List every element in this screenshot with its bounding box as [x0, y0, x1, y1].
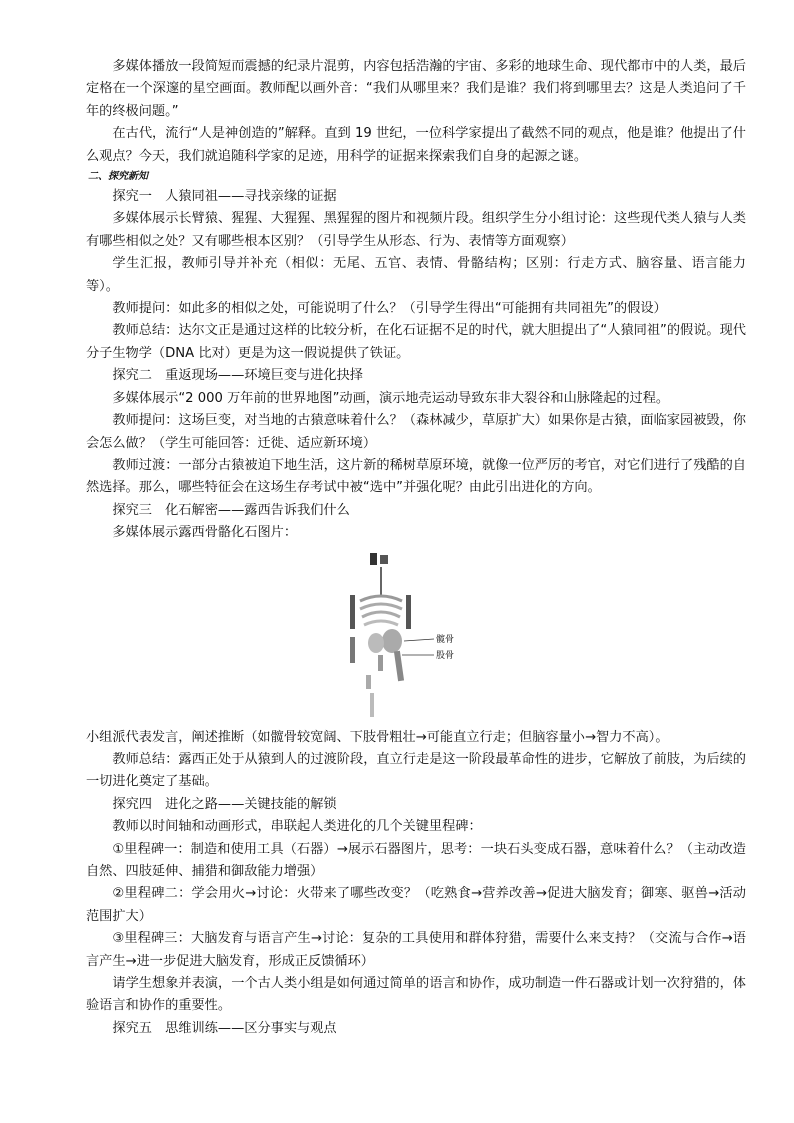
milestone-3: 请学生想象并表演，一个古人类小组是如何通过简单的语言和协作，成功制造一件石器或计划一次狩猎的，体验语言和协作的重要性。	[86, 976, 746, 1014]
leg-fragment	[370, 693, 374, 717]
hip-bone	[382, 629, 402, 653]
lucy-skeleton-figure	[86, 551, 746, 721]
paragraph: ①里程碑一：制造和使用工具（石器）→展示石器图片，思考：一块石头变成石器，意味着什么？（主动改造自然、四肢延伸、捕猎和御敌能力增强）	[86, 841, 746, 879]
paragraph: 多媒体展示“2 000 万年前的世界地图”动画，演示地壳运动导致东非大裂谷和山脉隆起的过程。	[112, 390, 670, 406]
arm-bone	[406, 595, 411, 629]
milestone-2: ③里程碑三：大脑发育与语言产生→讨论：复杂的工具使用和群体狩猎，需要什么来支持？（交流与合作→语言产生→进一步促进大脑发育，形成正反馈循环）	[86, 931, 746, 969]
forearm-bone	[350, 637, 355, 663]
paragraph-intro-question: 在古代，流行“人是神创造的”解释。直到 19 世纪，一位科学家提出了截然不同的观点，他是谁？他提出了什么观点？今天，我们就追随科学家的足迹，用科学的证据来探索我们自身的起源之谜。	[86, 126, 746, 164]
label-femur: 股骨	[436, 650, 455, 661]
paragraph: 小组派代表发言，阐述推断（如髋骨较宽阔、下肢骨粗壮→可能直立行走；但脑容量小→智力不高）。	[86, 729, 669, 745]
label-line-hip	[404, 639, 434, 641]
paragraph: 多媒体展示露西骨骼化石图片：	[112, 525, 298, 541]
paragraph: 多媒体展示长臂猿、猩猩、大猩猩、黑猩猩的图片和视频片段。组织学生分小组讨论：这些现代类人猿与人类有哪些相似之处？又有哪些根本区别？（引导学生从形态、行为、表情等方面观察）	[86, 211, 746, 249]
leg-fragment	[366, 675, 371, 689]
arm-bone	[350, 595, 355, 629]
paragraph: 教师总结：露西正处于从猿到人的过渡阶段，直立行走是这一阶段最革命性的进步，它解放了前肢，为后续的一切进化奠定了基础。	[86, 751, 746, 790]
label-hip: 髋骨	[436, 634, 455, 645]
lucy-skeleton-image	[348, 551, 498, 719]
inquiry-2-title: 探究二 重返现场——环境巨变与进化抉择	[112, 368, 363, 384]
rib	[360, 596, 402, 601]
section-heading: 二、探究新知	[88, 171, 148, 183]
inquiry-1-title: 探究一 人猿同祖——寻找亲缘的证据	[112, 189, 337, 205]
paragraph: 教师提问：这场巨变，对当地的古猿意味着什么？（森林减少，草原扩大）如果你是古猿，面临家园被毁，你会怎么做？（学生可能回答：迁徙、适应新环境）	[86, 413, 746, 451]
document-page	[86, 56, 746, 1040]
rib	[360, 604, 402, 609]
skull-fragment	[380, 555, 388, 564]
paragraph: 教师过渡：一部分古猿被迫下地生活，这片新的稀树草原环境，就像一位严厉的考官，对它们进行了残酷的自然选择。那么，哪些特征会在这场生存考试中被“选中”并强化呢？由此引出进化的方向。	[86, 457, 746, 496]
femur-fragment	[378, 655, 383, 671]
paragraph: 探究五 思维训练——区分事实与观点	[112, 1020, 337, 1036]
skull-fragment	[370, 553, 377, 565]
paragraph-intro-video: 多媒体播放一段简短而震撼的纪录片混剪，内容包括浩瀚的宇宙、多彩的地球生命、现代都市中的人类，最后定格在一个深邃的星空画面。教师配以画外音：“我们从哪里来？我们是谁？我们将到哪里去？这是人类追问了千年的终极问题。”	[86, 59, 746, 119]
paragraph: 探究四 进化之路——关键技能的解锁	[112, 796, 337, 812]
milestone-1: ②里程碑二：学会用火→讨论：火带来了哪些改变？（吃熟食→营养改善→促进大脑发育；御寒、驱兽→活动范围扩大）	[86, 886, 746, 924]
paragraph: 教师总结：达尔文正是通过这样的比较分析，在化石证据不足的时代，就大胆提出了“人猿同祖”的假说。现代分子生物学（DNA 比对）更是为这一假说提供了铁证。	[86, 323, 746, 361]
inquiry-4-title: 教师以时间轴和动画形式，串联起人类进化的几个关键里程碑：	[112, 819, 482, 835]
paragraph: 学生汇报，教师引导并补充（相似：无尾、五官、表情、骨骼结构；区别：行走方式、脑容量、语言能力等）。	[86, 256, 746, 294]
rib	[362, 612, 400, 617]
paragraph: 教师提问：如此多的相似之处，可能说明了什么？（引导学生得出“可能拥有共同祖先”的假设）	[112, 301, 667, 317]
inquiry-3-title: 探究三 化石解密——露西告诉我们什么	[112, 502, 350, 518]
hip-bone	[368, 633, 384, 653]
rib	[364, 621, 398, 625]
